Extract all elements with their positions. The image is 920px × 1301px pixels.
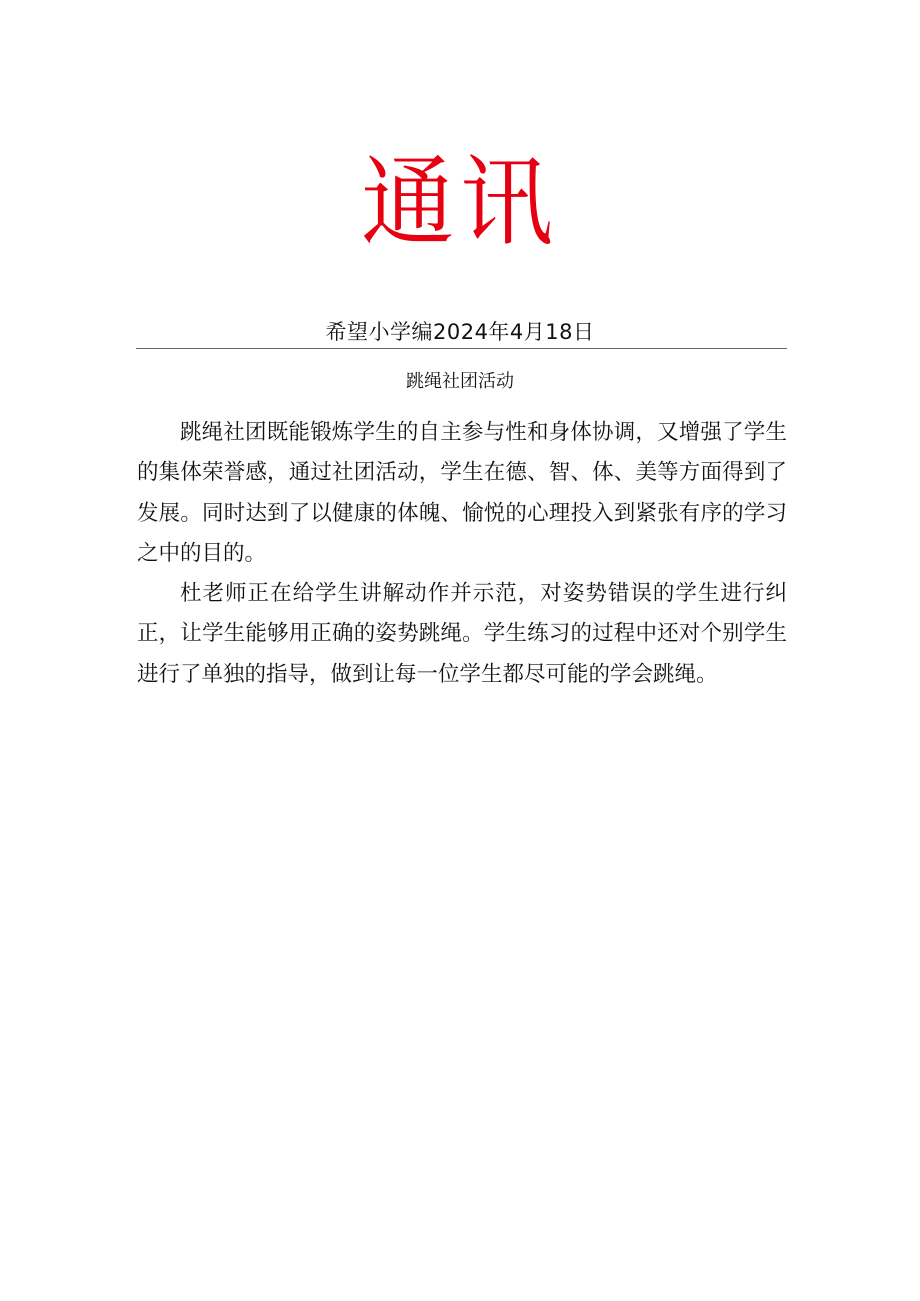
paragraph: 杜老师正在给学生讲解动作并示范，对姿势错误的学生进行纠正，让学生能够用正确的姿势跳绳。学生练习的过程中还对个别学生进行了单独的指导，做到让每一位学生都尽可能的学会跳绳。 — [137, 581, 787, 687]
header-divider — [136, 348, 787, 349]
issue-line: 希望小学编2024年4月18日 — [325, 320, 595, 344]
article-body — [137, 413, 787, 695]
article-title: 跳绳社团活动 — [406, 371, 514, 392]
masthead-title: 通讯 — [361, 146, 559, 260]
paragraph: 跳绳社团既能锻炼学生的自主参与性和身体协调，又增强了学生的集体荣誉感，通过社团活动，学生在德、智、体、美等方面得到了发展。同时达到了以健康的体魄、愉悦的心理投入到紧张有序的学习之中的目的。 — [137, 420, 787, 566]
